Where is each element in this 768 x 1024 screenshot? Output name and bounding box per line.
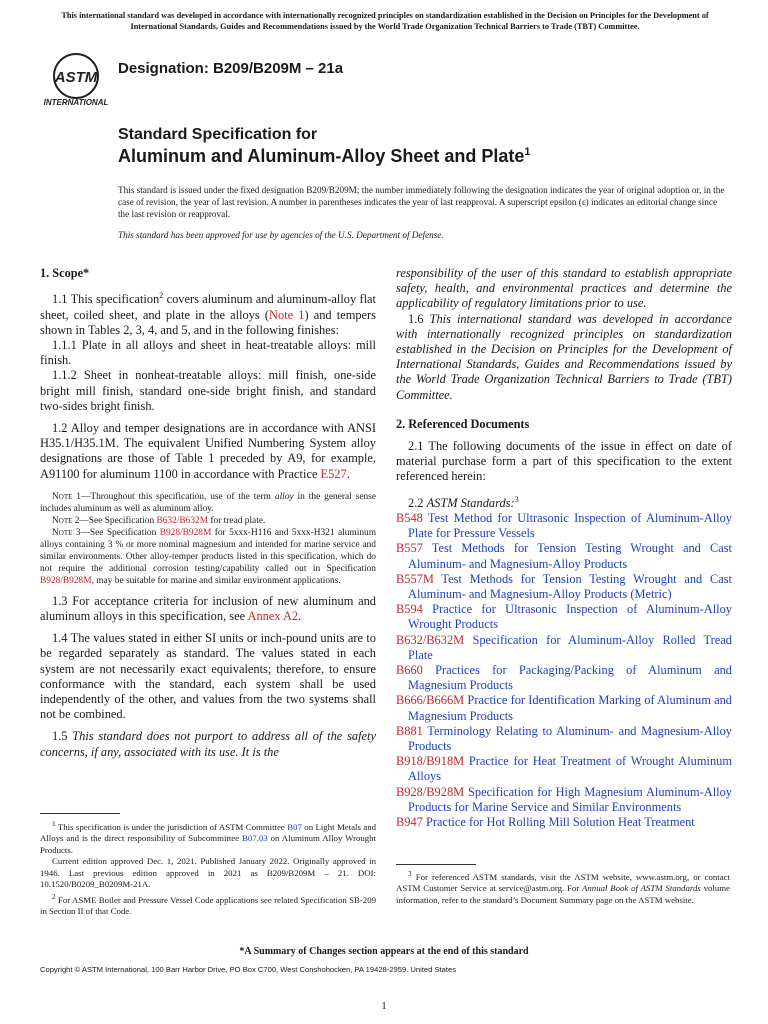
reference-item bbox=[396, 602, 732, 632]
reference-code-link[interactable]: B557M bbox=[396, 571, 434, 586]
reference-list bbox=[396, 511, 732, 830]
para-2-1: 2.1 The following documents of the issue in effect on date of material purchase form a part of this specification to the extent referenced herein: bbox=[396, 439, 732, 484]
reference-title-link[interactable]: Practice for Identification Marking of Aluminum and Magnesium Products bbox=[408, 693, 732, 723]
refs-heading: 2. Referenced Documents bbox=[396, 416, 530, 431]
b928-link-note-2[interactable]: B928/B928M bbox=[40, 575, 92, 586]
footnote-3: $^3$ For referenced ASTM standards, visit the ASTM website, www.astm.org, or contact ASTM Customer Service at service@astm.org. For Annual Book of ASTM Standards volume information, refer to the standard’s Document Summary page on the ASTM website. bbox=[396, 869, 730, 905]
dod-approval-note: This standard has been approved for use by agencies of the U.S. Department of Defense. bbox=[118, 230, 444, 240]
b07-link[interactable]: B07 bbox=[287, 821, 302, 832]
reference-code-link[interactable]: B632/B632M bbox=[396, 632, 465, 647]
scope-heading: 1. Scope* bbox=[40, 266, 90, 280]
reference-item bbox=[396, 815, 732, 830]
reference-item bbox=[396, 693, 732, 723]
reference-item bbox=[396, 541, 732, 571]
reference-item bbox=[396, 511, 732, 541]
reference-code-link[interactable]: B594 bbox=[396, 602, 423, 617]
astm-logo bbox=[40, 50, 112, 108]
title-line-1: Standard Specification for bbox=[118, 126, 318, 143]
reference-code-link[interactable]: B947 bbox=[396, 815, 423, 830]
right-column bbox=[396, 266, 732, 830]
reference-title-link[interactable]: Specification for Aluminum-Alloy Rolled Tread Plate bbox=[408, 632, 732, 662]
reference-title-link[interactable]: Practice for Hot Rolling Mill Solution Heat Treatment bbox=[422, 815, 695, 830]
reference-code-link[interactable]: B660 bbox=[396, 663, 423, 677]
summary-notice: *A Summary of Changes section appears at the end of this standard bbox=[239, 946, 529, 957]
b07-03-link[interactable]: B07.03 bbox=[242, 833, 268, 844]
footnote-2: $^2$ For ASME Boiler and Pressure Vessel Code applications see related Specification SB-209 in Section II of that Code. bbox=[40, 891, 376, 917]
para-1-1-2: 1.1.2 Sheet in nonheat-treatable alloys: mill finish, one-side bright mill finish, standard one-side bright finish, and standard two-sides bright finish. bbox=[40, 368, 376, 413]
note-1: Note 1—Throughout this specification, use of the term alloy in the general sense includes aluminum as well as aluminum alloy. bbox=[40, 491, 376, 514]
reference-title-link[interactable]: Test Methods for Tension Testing Wrought and Cast Aluminum- and Magnesium-Alloy Products (Metric) bbox=[408, 571, 732, 601]
reference-code-link[interactable]: B666/B666M bbox=[396, 693, 465, 708]
para-1-2: 1.2 Alloy and temper designations are in accordance with ANSI H35.1/H35.1M. The equivalent Unified Numbering System alloy designations are those of Table 1 preceded by A9, for example, A91100 for aluminum 1100 in accordance with Practice E527. bbox=[40, 420, 376, 481]
para-1-1-1: 1.1.1 Plate in all alloys and sheet in heat-treatable alloys: mill finish. bbox=[40, 337, 376, 368]
annex-a2-link[interactable]: Annex A2 bbox=[247, 608, 299, 623]
note-1-link[interactable]: Note 1 bbox=[269, 307, 305, 322]
title-footnote-mark: 1 bbox=[524, 146, 531, 158]
reference-item bbox=[396, 663, 732, 693]
footnote-rule-right bbox=[396, 864, 476, 865]
footnote-1: $^1$ This specification is under the jurisdiction of ASTM Committee B07 on Light Metals and Alloys and is the direct responsibility of Subcommittee B07.03 on Aluminum Alloy Wrought Products. bbox=[40, 819, 376, 855]
reference-title-link[interactable]: Specification for High Magnesium Aluminum-Alloy Products for Marine Service and Similar Environments bbox=[408, 784, 732, 814]
reference-title-link[interactable]: Practices for Packaging/Packing of Aluminum and Magnesium Products bbox=[408, 663, 732, 693]
page-number: 1 bbox=[381, 1000, 387, 1012]
title-text: Aluminum and Aluminum-Alloy Sheet and Plate bbox=[118, 146, 525, 166]
b928-link-note[interactable]: B928/B928M bbox=[159, 527, 212, 538]
reference-code-link[interactable]: B557 bbox=[396, 541, 423, 556]
reference-item bbox=[396, 724, 732, 754]
e527-link[interactable]: E527 bbox=[320, 466, 347, 481]
designation: Designation: B209/B209M – 21a bbox=[118, 60, 344, 77]
note-3: Note 3—See Specification B928/B928M for 5xxx-H116 and 5xxx-H321 aluminum alloys containing 3 % or more nominal magnesium and intended for marine service and similar environments. Other alloy-temper products listed in this specification, which do not require the additional corrosion testing/capability called out in Specification B928/B928M, may be suitable for marine and similar environment applications. bbox=[40, 527, 376, 586]
reference-title-link[interactable]: Test Method for Ultrasonic Inspection of Aluminum-Alloy Plate for Pressure Vessels bbox=[408, 510, 732, 541]
reference-code-link[interactable]: B918/B918M bbox=[396, 754, 465, 769]
reference-item bbox=[396, 785, 732, 815]
header-notice: This international standard was developed in accordance with internationally recognized principles on standardization established in the Decision on Principles for the Development of International Standards, Guides and Recommendations issued by the World Trade Organization Technical Barriers to Trade (TBT) Committee. bbox=[61, 11, 709, 31]
title-line-2 bbox=[118, 146, 531, 167]
reference-item bbox=[396, 633, 732, 663]
footnotes-left bbox=[40, 818, 376, 918]
para-1-6: 1.6 This international standard was developed in accordance with internationally recognized principles on standardization established in the Decision on Principles for the Development of International Standards, Guides and Recommendations issued by the World Trade Organization Technical Barriers to Trade (TBT) Committee. bbox=[396, 311, 732, 402]
para-1-4: 1.4 The values stated in either SI units or inch-pound units are to be regarded separately as standard. The values stated in each system are not necessarily exact equivalents; therefore, to ensure conformance with the standard, each system shall be used independently of the other, and values from the two systems shall not be combined. bbox=[40, 631, 376, 722]
para-1-1: 1.1 This specification$^2$ covers aluminum and aluminum-alloy flat sheet, coiled sheet, and plate in the alloys (Note 1) and tempers shown in Tables 2, 3, 4, and 5, and in the following finishes: bbox=[40, 291, 376, 337]
para-2-2: 2.2 ASTM Standards:$^3$ bbox=[408, 494, 519, 510]
para-1-5: 1.5 This standard does not purport to address all of the safety concerns, if any, associated with its use. It is the bbox=[40, 729, 376, 759]
footnote-rule-left bbox=[40, 813, 120, 814]
note-2: Note 2—See Specification B632/B632M for tread plate. bbox=[52, 515, 266, 526]
reference-item bbox=[396, 572, 732, 602]
copyright: Copyright © ASTM International, 100 Barr Harbor Drive, PO Box C700, West Conshohocken, PA 19428-2959. United States bbox=[40, 965, 457, 974]
logo-letters: ASTM bbox=[54, 69, 98, 86]
reference-title-link[interactable]: Practice for Ultrasonic Inspection of Aluminum-Alloy Wrought Products bbox=[408, 602, 732, 632]
issuance-note: This standard is issued under the fixed designation B209/B209M; the number immediately following the designation indicates the year of original adoption or, in the case of revision, the year of last revision. A number in parentheses indicates the year of last reapproval. A superscript epsilon (ε) indicates an editorial change since the last revision or reapproval. bbox=[118, 185, 725, 219]
reference-title-link[interactable]: Test Methods for Tension Testing Wrought and Cast Aluminum- and Magnesium-Alloy Products bbox=[408, 541, 732, 571]
para-1-3: 1.3 For acceptance criteria for inclusion of new aluminum and aluminum alloys in this specification, see Annex A2. bbox=[40, 593, 376, 623]
para-1-5-cont: responsibility of the user of this standard to establish appropriate safety, health, and environmental practices and determine the applicability of regulatory limitations prior to use. bbox=[396, 266, 732, 311]
left-column bbox=[40, 266, 376, 760]
reference-title-link[interactable]: Terminology Relating to Aluminum- and Magnesium-Alloy Products bbox=[408, 723, 732, 754]
reference-code-link[interactable]: B928/B928M bbox=[396, 784, 465, 799]
logo-caption: INTERNATIONAL bbox=[43, 98, 109, 107]
footnote-1-edition: Current edition approved Dec. 1, 2021. Published January 2022. Originally approved in 1946. Last previous edition approved in 2021 as B209/B209M – 21. DOI: 10.1520/B0209_B0209M-21A. bbox=[40, 856, 376, 890]
footnotes-right bbox=[396, 868, 730, 906]
reference-title-link[interactable]: Practice for Heat Treatment of Wrought Aluminum Alloys bbox=[408, 754, 732, 784]
reference-item bbox=[396, 754, 732, 784]
b632-link-note[interactable]: B632/B632M bbox=[156, 515, 209, 526]
reference-code-link[interactable]: B548 bbox=[396, 510, 423, 525]
reference-code-link[interactable]: B881 bbox=[396, 723, 423, 738]
